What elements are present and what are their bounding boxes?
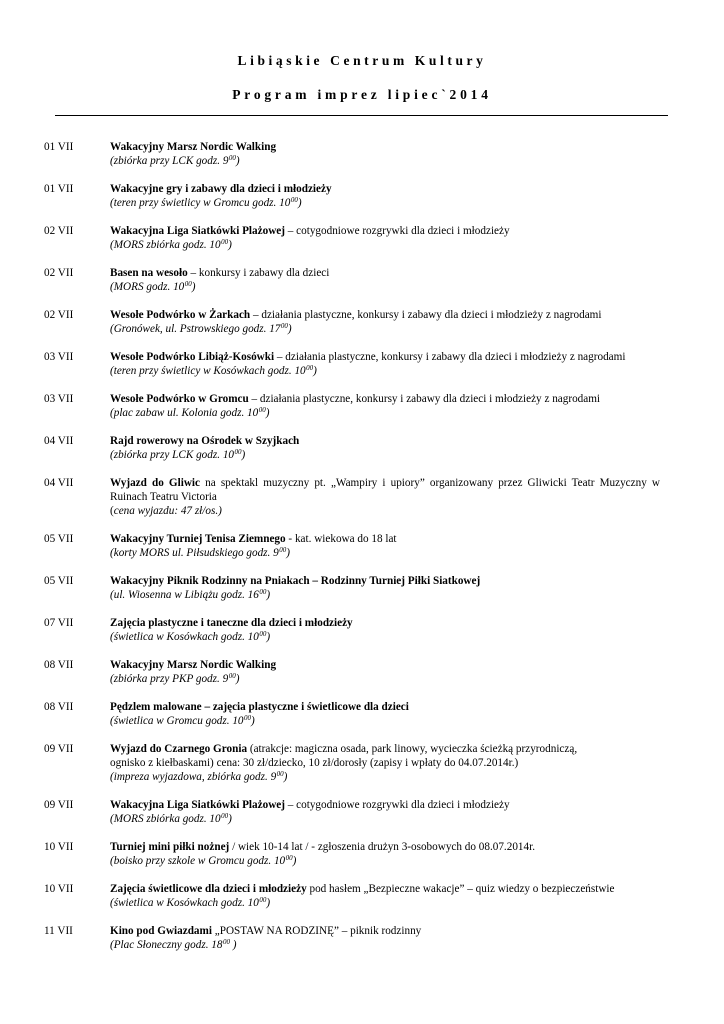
event-location-time: (ul. Wiosenna w Libiążu godz. $16^{00}$) [110,588,271,601]
event-entry [0,574,724,616]
event-title: Basen na wesoło [110,267,188,279]
event-date: 07 VII [44,617,74,629]
event-location-time: (teren przy świetlicy w Kosówkach godz. $10^{00}$) [110,364,317,377]
event-date: 03 VII [44,351,74,363]
event-price: (cena wyjazdu: 47 zł/os.) [110,505,222,517]
event-location-time: (boisko przy szkole w Gromcu godz. $10^{00}$) [110,854,297,867]
event-title: Wakacyjny Marsz Nordic Walking [110,141,277,153]
event-title: Wakacyjne gry i zabawy dla dzieci i młodzieży [110,183,332,195]
event-location-time: (korty MORS ul. Piłsudskiego godz. $9^{00}$) [110,546,290,559]
event-entry [0,140,724,182]
event-date: 02 VII [44,267,74,279]
event-entry [0,798,724,840]
event-title: Wakacyjny Piknik Rodzinny na Pniakach – Rodzinny Turniej Piłki Siatkowej [110,575,481,587]
event-entry [0,924,724,966]
event-description: – działania plastyczne, konkursy i zabawy dla dzieci i młodzieży z nagrodami [274,351,626,363]
event-description: – działania plastyczne, konkursy i zabawy dla dzieci i młodzieży z nagrodami [248,393,601,405]
event-entry [0,616,724,658]
event-location-time: (MORS zbiórka godz. $10^{00}$) [110,238,232,251]
event-list [0,140,724,966]
event-title: Zajęcia plastyczne i taneczne dla dzieci i młodzieży [110,617,353,629]
event-location-time: (Gronówek, ul. Pstrowskiego godz. $17^{00}$) [110,322,292,335]
event-entry [0,182,724,224]
event-entry [0,392,724,434]
event-title: Wakacyjna Liga Siatkówki Plażowej [110,799,285,811]
event-date: 01 VII [44,183,74,195]
event-location-time: (impreza wyjazdowa, zbiórka godz. $9^{00}$) [110,770,288,783]
event-description: / wiek 10-14 lat / - zgłoszenia drużyn 3-osobowych do 08.07.2014r. [229,841,535,853]
event-title: Wakacyjny Turniej Tenisa Ziemnego [110,533,286,545]
event-title: Wyjazd do Gliwic [110,477,201,489]
event-description: - kat. wiekowa do 18 lat [285,533,397,545]
document-header [0,52,724,104]
event-location-time: (świetlica w Kosówkach godz. $10^{00}$) [110,896,271,909]
event-entry [0,742,724,798]
event-description: (atrakcje: magiczna osada, park linowy, wycieczka ścieżką przyrodniczą, [247,743,578,755]
event-date: 02 VII [44,225,74,237]
event-location-time: (MORS zbiórka godz. $10^{00}$) [110,812,232,825]
event-title: Wesołe Podwórko w Gromcu [110,393,249,405]
header-divider [55,115,668,116]
event-entry [0,266,724,308]
event-date: 04 VII [44,435,74,447]
event-date: 04 VII [44,477,74,489]
event-entry [0,532,724,574]
event-description-continued: ognisko z kiełbaskami) cena: 30 zł/dziecko, 10 zł/dorosły (zapisy i wpłaty do 04.07.2014r.) [110,757,519,769]
event-title: Kino pod Gwiazdami [110,925,212,937]
event-title: Pędzlem malowane – zajęcia plastyczne i świetlicowe dla dzieci [110,701,409,713]
event-location-time: (plac zabaw ul. Kolonia godz. $10^{00}$) [110,406,270,419]
organization-title: Libiąskie Centrum Kultury [237,53,487,68]
event-location-time: (świetlica w Kosówkach godz. $10^{00}$) [110,630,271,643]
event-title: Wesołe Podwórko w Żarkach [110,309,251,321]
event-entry [0,882,724,924]
event-entry [0,840,724,882]
event-title: Wakacyjny Marsz Nordic Walking [110,659,277,671]
event-date: 03 VII [44,393,74,405]
event-date: 10 VII [44,841,74,853]
event-description: – konkursy i zabawy dla dzieci [187,267,330,279]
event-location-time: (zbiórka przy LCK godz. $9^{00}$) [110,154,240,167]
event-title: Zajęcia świetlicowe dla dzieci i młodzieży [110,883,307,895]
event-date: 08 VII [44,659,74,671]
event-location-time: (świetlica w Gromcu godz. $10^{00}$) [110,714,255,727]
event-location-time: (zbiórka przy LCK godz. $10^{00}$) [110,448,246,461]
event-entry [0,658,724,700]
event-description: – cotygodniowe rozgrywki dla dzieci i młodzieży [284,799,510,811]
event-location-time: (zbiórka przy PKP godz. $9^{00}$) [110,672,240,685]
event-description: – cotygodniowe rozgrywki dla dzieci i młodzieży [284,225,510,237]
event-entry [0,308,724,350]
event-description: – działania plastyczne, konkursy i zabawy dla dzieci i młodzieży z nagrodami [250,309,602,321]
event-entry [0,350,724,392]
event-date: 08 VII [44,701,74,713]
event-entry [0,434,724,476]
event-description: pod hasłem „Bezpieczne wakacje” – quiz wiedzy o bezpieczeństwie [306,883,615,895]
event-entry [0,476,724,532]
event-location-time: (teren przy świetlicy w Gromcu godz. $10^{00}$) [110,196,302,209]
event-title: Wesołe Podwórko Libiąż-Kosówki [110,351,275,363]
event-title: Turniej mini piłki nożnej [110,841,230,853]
event-description: na spektakl muzyczny pt. „Wampiry i upiory” organizowany przez Gliwicki Teatr Muzyczny w Ruinach Teatru Victoria [110,477,660,503]
event-entry [0,224,724,266]
event-location-time: (Plac Słoneczny godz. $18^{00}$ ) [110,938,237,951]
event-title: Rajd rowerowy na Ośrodek w Szyjkach [110,435,300,447]
program-title: Program imprez lipiec`2014 [232,87,492,102]
event-description: „POSTAW NA RODZINĘ” – piknik rodzinny [211,925,422,937]
event-date: 05 VII [44,533,74,545]
event-date: 09 VII [44,799,74,811]
event-date: 11 VII [44,925,73,937]
event-title: Wakacyjna Liga Siatkówki Plażowej [110,225,285,237]
event-date: 09 VII [44,743,74,755]
event-entry [0,700,724,742]
event-date: 02 VII [44,309,74,321]
event-location-time: (MORS godz. $10^{00}$) [110,280,196,293]
event-date: 10 VII [44,883,74,895]
event-title: Wyjazd do Czarnego Gronia [110,743,248,755]
event-date: 05 VII [44,575,74,587]
event-date: 01 VII [44,141,74,153]
